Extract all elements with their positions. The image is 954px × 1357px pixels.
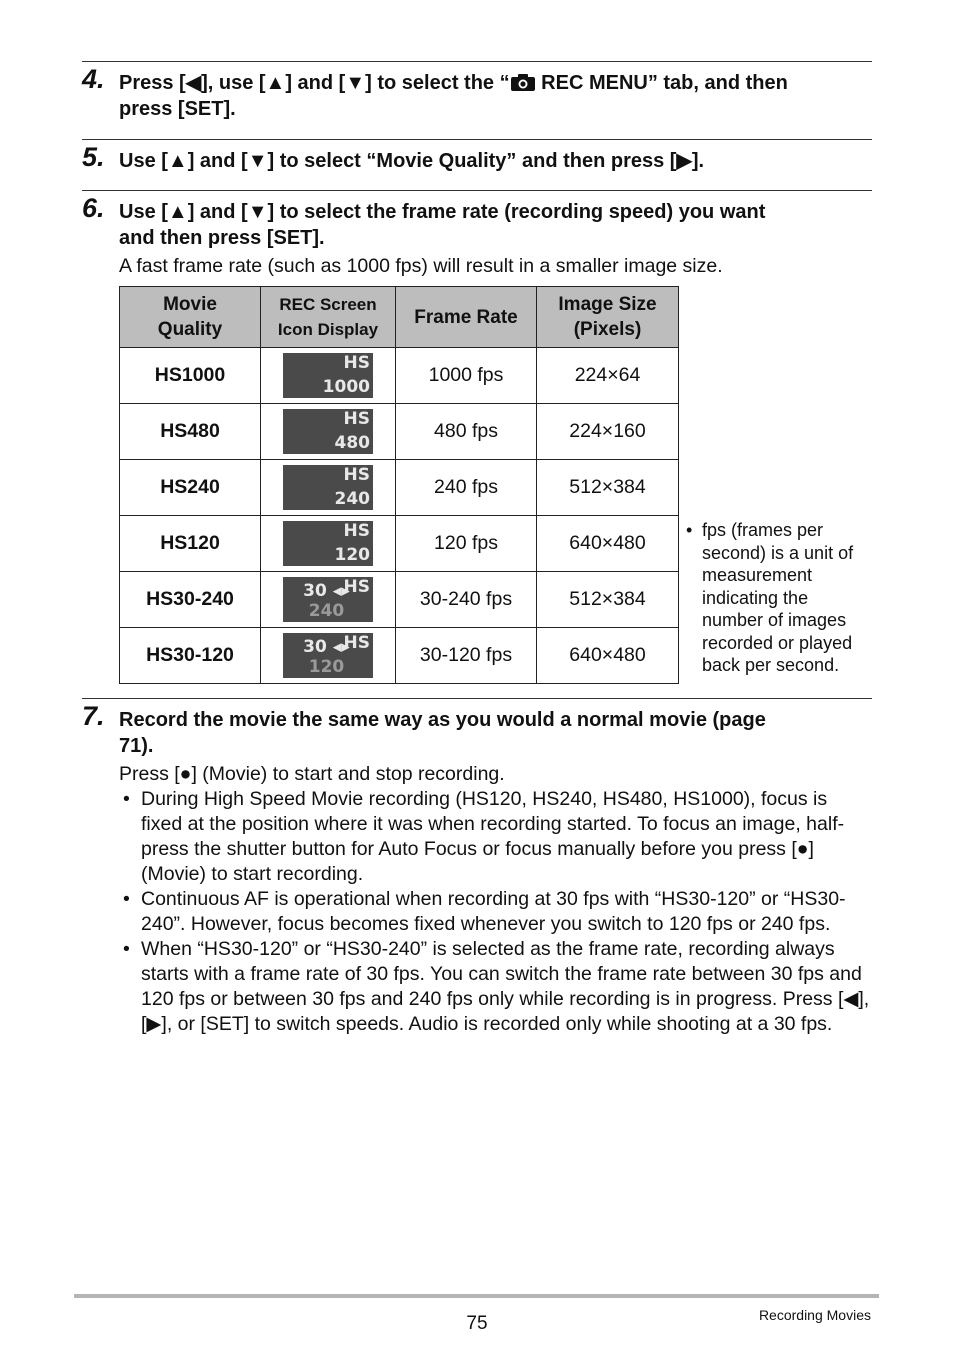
fps-note <box>686 519 872 677</box>
rec-screen-icon: HS 120 <box>283 521 373 566</box>
icon-cell <box>261 348 396 404</box>
header-image-size: Image Size (Pixels) <box>537 287 679 348</box>
frame-rate-cell: 120 fps <box>396 516 537 572</box>
step-number: 7. <box>82 701 105 731</box>
movie-quality-cell: HS240 <box>120 460 261 516</box>
divider <box>82 61 872 62</box>
table-row <box>120 516 679 572</box>
divider <box>82 139 872 140</box>
image-size-cell: 224×160 <box>537 404 679 460</box>
rec-screen-icon: HS 480 <box>283 409 373 454</box>
table-row <box>120 404 679 460</box>
list-item: • When “HS30-120” or “HS30-240” is selected as the frame rate, recording always starts with a frame rate of 30 fps. You can switch the frame rate between 30 fps and 120 fps or between 30 fps and 240 fps only while recording is in progress. Press [◀], [▶], or [SET] to switch speeds. Audio is recorded only while shooting at a 30 fps. <box>123 938 870 1035</box>
rec-screen-icon: HS 30 ◂▸ 240 <box>283 577 373 622</box>
movie-quality-cell: HS1000 <box>120 348 261 404</box>
image-size-cell: 224×64 <box>537 348 679 404</box>
movie-quality-cell: HS480 <box>120 404 261 460</box>
fps-note-text: fps (frames per second) is a unit of measurement indicating the number of images recorded or played back per second. <box>702 520 854 675</box>
step-heading: Record the movie the same way as you would a normal movie (page 71). <box>119 709 766 757</box>
icon-cell <box>261 460 396 516</box>
frame-rate-cell: 30-240 fps <box>396 572 537 628</box>
table-row <box>120 572 679 628</box>
step-heading: Press [◀], use [▲] and [▼] to select the “ REC MENU” tab, and then press [SET]. <box>119 72 788 120</box>
header-icon-display: REC Screen Icon Display <box>261 287 396 348</box>
rec-screen-icon: HS 1000 <box>283 353 373 398</box>
table-row <box>120 348 679 404</box>
table-header-row <box>120 287 679 348</box>
header-movie-quality: Movie Quality <box>120 287 261 348</box>
image-size-cell: 640×480 <box>537 516 679 572</box>
image-size-cell: 640×480 <box>537 628 679 684</box>
footer-divider <box>74 1294 879 1298</box>
step-7-body <box>119 762 871 1037</box>
list-item: • Continuous AF is operational when recording at 30 fps with “HS30-120” or “HS30-240”. However, focus becomes fixed whenever you switch to 120 fps or 240 fps. <box>123 888 846 935</box>
divider <box>82 190 872 191</box>
header-frame-rate: Frame Rate <box>396 287 537 348</box>
step-number: 4. <box>82 64 105 94</box>
icon-cell <box>261 572 396 628</box>
frame-rate-cell: 480 fps <box>396 404 537 460</box>
icon-cell <box>261 628 396 684</box>
movie-quality-cell: HS30-240 <box>120 572 261 628</box>
image-size-cell: 512×384 <box>537 460 679 516</box>
table-row <box>120 460 679 516</box>
image-size-cell: 512×384 <box>537 572 679 628</box>
table-row <box>120 628 679 684</box>
icon-cell <box>261 516 396 572</box>
section-title: Recording Movies <box>758 1307 871 1323</box>
list-item: • During High Speed Movie recording (HS120, HS240, HS480, HS1000), focus is fixed at the position where it was when recording started. To focus an image, half-press the shutter button for Auto Focus or focus manually before you press [●] (Movie) to start recording. <box>123 788 845 885</box>
bullet-marker: • <box>123 938 130 960</box>
step-number: 6. <box>82 193 105 223</box>
divider <box>82 698 872 699</box>
movie-quality-cell: HS120 <box>120 516 261 572</box>
rec-screen-icon: HS 30 ◂▸ 120 <box>283 633 373 678</box>
step-7-intro: Press [●] (Movie) to start and stop recording. <box>119 763 505 785</box>
bullet-marker: • <box>686 520 693 540</box>
page-number: 75 <box>466 1313 488 1334</box>
bullet-marker: • <box>123 888 130 910</box>
rec-screen-icon: HS 240 <box>283 465 373 510</box>
step-heading: Use [▲] and [▼] to select the frame rate (recording speed) you want and then press [SET]. <box>119 201 766 249</box>
frame-rate-cell: 30-120 fps <box>396 628 537 684</box>
step-heading: Use [▲] and [▼] to select “Movie Quality” and then press [▶]. <box>119 150 705 172</box>
step-6-note: A fast frame rate (such as 1000 fps) will result in a smaller image size. <box>119 255 723 277</box>
frame-rate-cell: 1000 fps <box>396 348 537 404</box>
frame-rate-table <box>119 286 679 684</box>
step-number: 5. <box>82 142 105 172</box>
camera-icon <box>510 73 536 91</box>
icon-cell <box>261 404 396 460</box>
bullet-marker: • <box>123 788 130 810</box>
movie-quality-cell: HS30-120 <box>120 628 261 684</box>
frame-rate-cell: 240 fps <box>396 460 537 516</box>
